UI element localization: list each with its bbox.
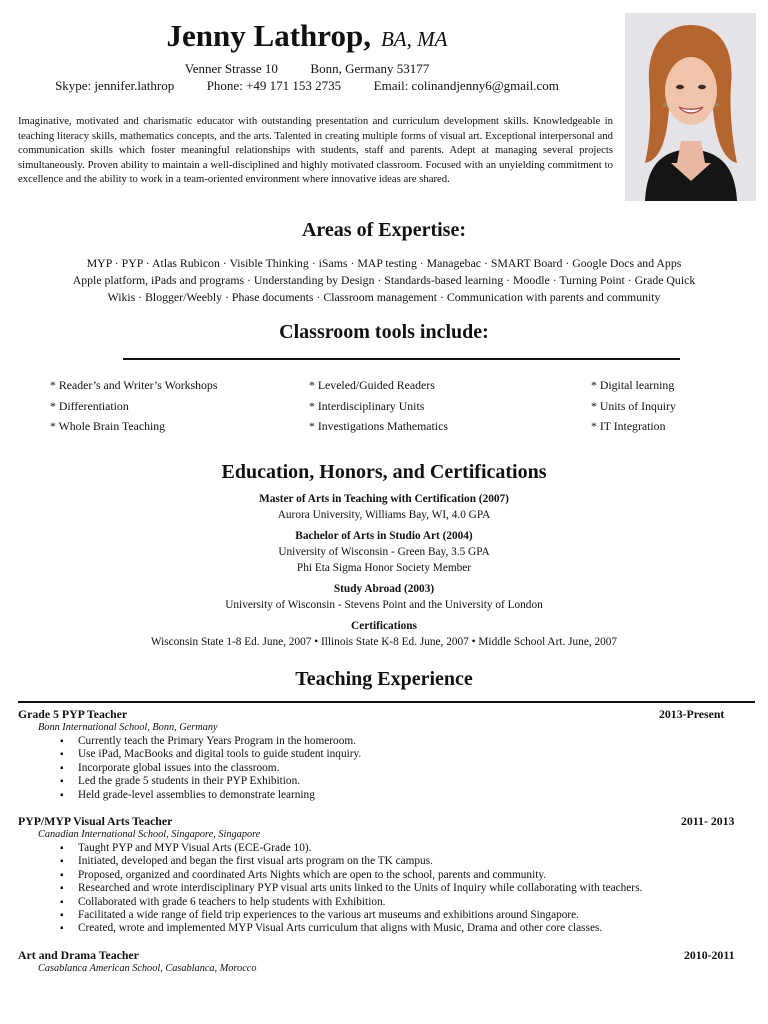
expertise-list [20, 255, 748, 306]
list-item: ▪ Initiated, developed and began the first visual arts program on the TK campus. [60, 855, 750, 868]
professional-summary: Imaginative, motivated and charismatic educator with outstanding presentation and curriculum development skills. Knowledgeable in teaching literacy skills, mathematics concepts, and the arts. Talented in creating multiple forms of visual art. Exceptional interpersonal and communication skills which foster meaningful relationships with students, staff and parents. Adept at managing several projects simultaneously. Proven ability to maintain a well-disciplined and highly motivated classroom. Focused with an unyielding commitment to excellence and the ability to work in a team-oriented environment where innovative ideas are shared. [18, 115, 613, 186]
expertise-line: MYP · PYP · Atlas Rubicon · Visible Thinking · iSams · MAP testing · Managebac · SMART Board · Google Docs and Apps [86, 256, 682, 270]
job-title: Grade 5 PYP Teacher [18, 707, 128, 721]
tool-item: * Units of Inquiry [591, 398, 676, 413]
list-item: ▪ Created, wrote and implemented MYP Visual Arts curriculum that aligns with Music, Drama and other core classes. [60, 922, 750, 935]
name-heading [0, 18, 614, 54]
list-item: ▪ Use iPad, MacBooks and digital tools to guide student inquiry. [60, 748, 750, 761]
list-item: ▪ Facilitated a wide range of field trip experiences to the various art museums and exhibitions around Singapore. [60, 909, 750, 922]
degree-title: Bachelor of Arts in Studio Art (2004) [295, 530, 473, 542]
address-line: Venner Strasse 10 Bonn, Germany 53177 [184, 61, 430, 76]
job-dates: 2011- 2013 [681, 814, 735, 828]
classroom-tools-heading: Classroom tools include: [279, 321, 489, 343]
education-block [0, 491, 768, 650]
tools-column-2 [309, 375, 448, 437]
list-item: ▪ Held grade-level assemblies to demonstrate learning [60, 789, 750, 802]
job-organization: Canadian International School, Singapore, Singapore [38, 829, 261, 840]
list-item: ▪ Currently teach the Primary Years Program in the homeroom. [60, 735, 750, 748]
tool-item: * Differentiation [50, 398, 129, 413]
job-duties [60, 735, 750, 802]
expertise-line: Apple platform, iPads and programs · Understanding by Design · Standards-based learning · Moodle · Turning Point · Grade Quick [72, 273, 696, 287]
degree-school: University of Wisconsin - Green Bay, 3.5 GPA [278, 546, 490, 558]
tool-item: * Interdisciplinary Units [309, 398, 425, 413]
tool-item: * Digital learning [591, 378, 675, 392]
tool-item: * Whole Brain Teaching [50, 419, 166, 433]
portrait-photo [625, 13, 756, 201]
job-organization: Bonn International School, Bonn, Germany [38, 722, 218, 733]
section-divider [123, 358, 680, 360]
portrait-illustration [625, 13, 756, 201]
list-item: ▪ Led the grade 5 students in their PYP Exhibition. [60, 775, 750, 788]
section-divider [18, 701, 755, 703]
job-title: Art and Drama Teacher [18, 948, 139, 962]
tools-column-1 [50, 375, 217, 437]
list-item: ▪ Collaborated with grade 6 teachers to help students with Exhibition. [60, 896, 750, 909]
job-title: PYP/MYP Visual Arts Teacher [18, 814, 173, 828]
study-abroad-school: University of Wisconsin - Stevens Point and the University of London [225, 599, 543, 611]
tools-column-3 [591, 375, 676, 437]
candidate-name: Jenny Lathrop, [166, 18, 371, 53]
expertise-heading: Areas of Expertise: [301, 219, 467, 241]
list-item: ▪ Proposed, organized and coordinated Arts Nights which are open to the school, parents and community. [60, 869, 750, 882]
degree-school: Aurora University, Williams Bay, WI, 4.0 GPA [277, 509, 491, 521]
list-item: ▪ Incorporate global issues into the classroom. [60, 762, 750, 775]
job-dates: 2010-2011 [684, 948, 735, 962]
list-item: ▪ Researched and wrote interdisciplinary PYP visual arts units linked to the Units of Inquiry while collaborating with teachers. [60, 882, 750, 895]
experience-heading: Teaching Experience [295, 668, 473, 690]
tool-item: * Reader’s and Writer’s Workshops [50, 378, 218, 392]
degree-title: Master of Arts in Teaching with Certification (2007) [259, 493, 509, 505]
job-duties [60, 842, 750, 936]
job-organization: Casablanca American School, Casablanca, Morocco [38, 963, 257, 974]
contact-line: Skype: jennifer.lathrop Phone: +49 171 153 2735 Email: colinandjenny6@gmail.com [55, 78, 559, 93]
tool-item: * IT Integration [591, 419, 666, 433]
certifications-title: Certifications [351, 620, 417, 632]
job-dates: 2013-Present [659, 707, 725, 721]
honor-society: Phi Eta Sigma Honor Society Member [296, 562, 472, 574]
certifications-list: Wisconsin State 1-8 Ed. June, 2007 • Illinois State K-8 Ed. June, 2007 • Middle School Art. June, 2007 [150, 636, 618, 648]
expertise-line: Wikis · Blogger/Weebly · Phase documents · Classroom management · Communication with parents and community [107, 290, 661, 304]
candidate-degrees: BA, MA [380, 27, 448, 51]
tool-item: * Investigations Mathematics [309, 419, 448, 433]
tool-item: * Leveled/Guided Readers [309, 378, 435, 392]
study-abroad-title: Study Abroad (2003) [333, 583, 435, 595]
list-item: ▪ Taught PYP and MYP Visual Arts (ECE-Grade 10). [60, 842, 750, 855]
education-heading: Education, Honors, and Certifications [221, 461, 547, 483]
